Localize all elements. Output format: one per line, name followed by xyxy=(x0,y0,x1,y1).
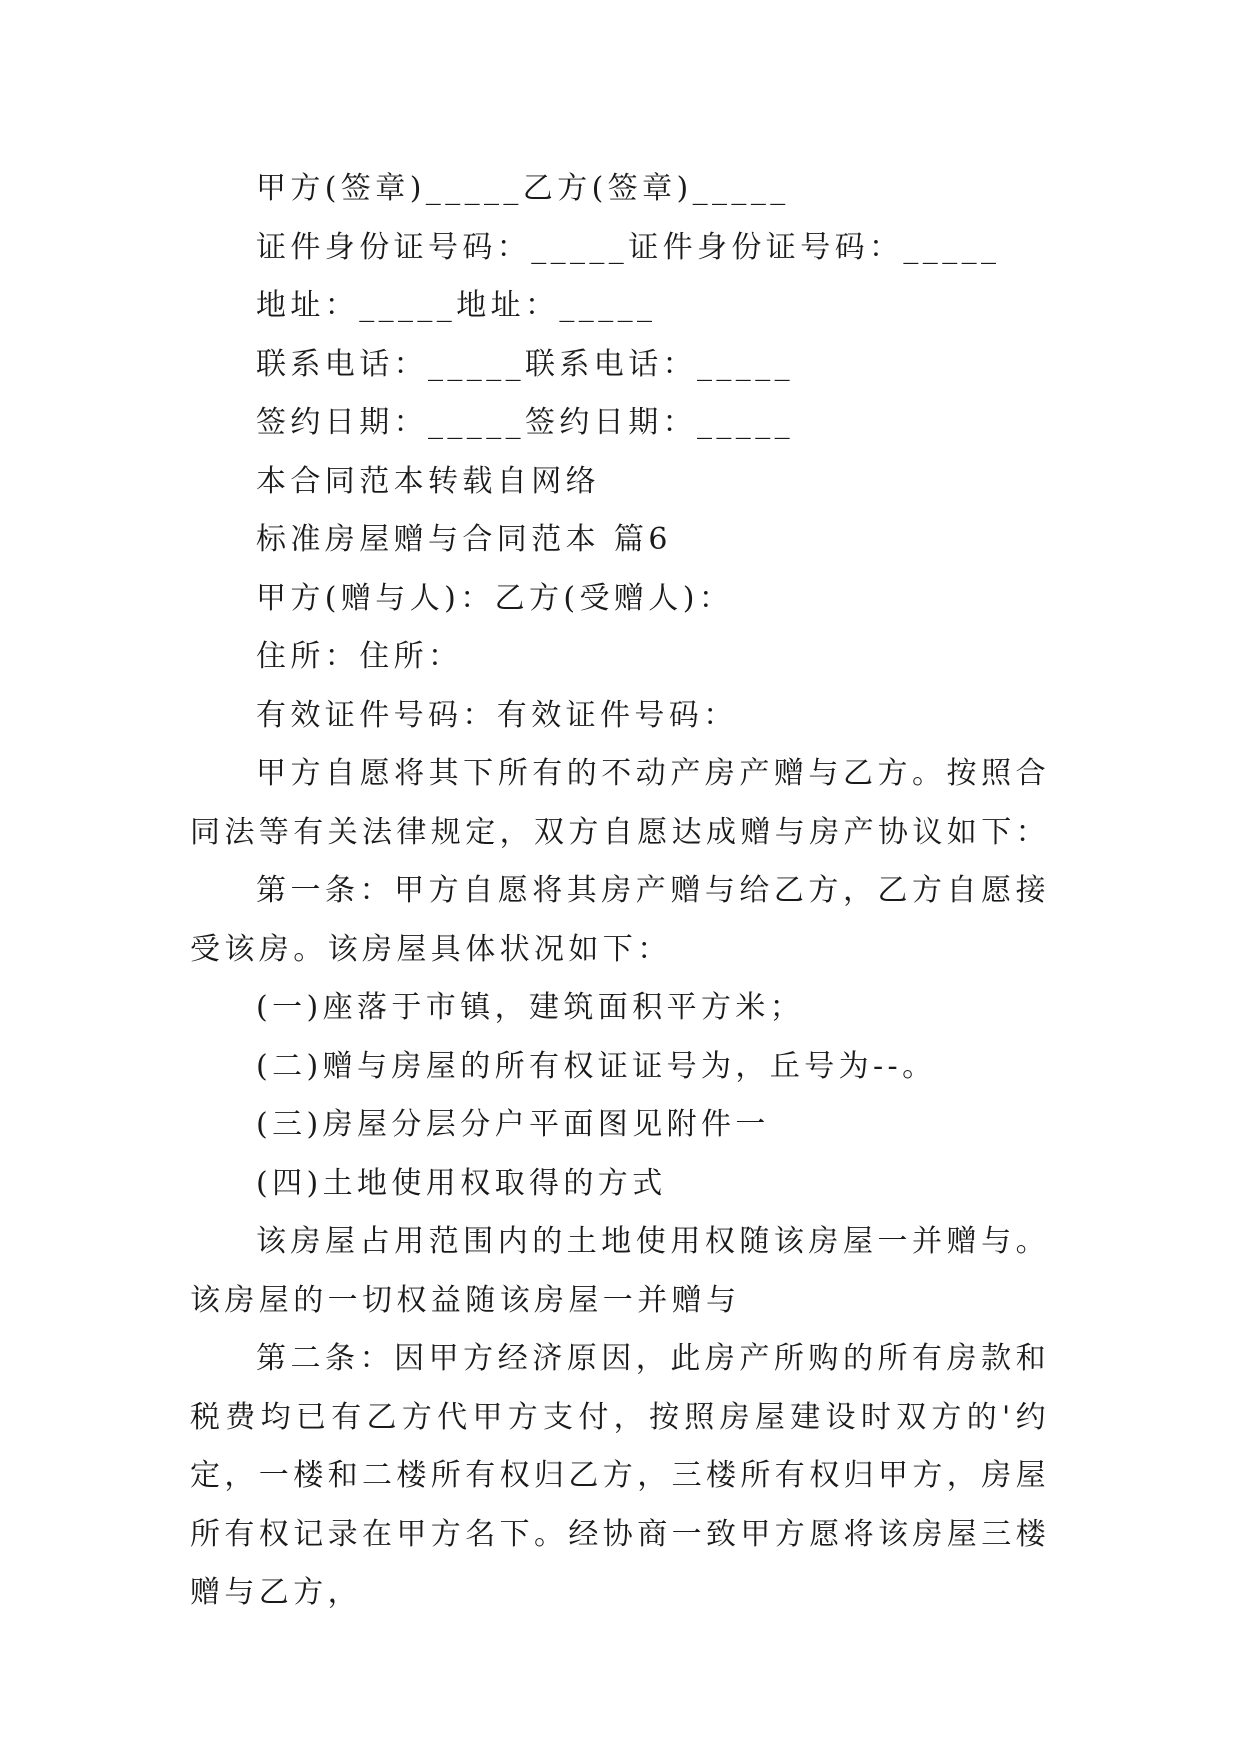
list-item-location: (一)座落于市镇，建筑面积平方米； xyxy=(256,990,805,1025)
paragraph-article-2: 第二条：因甲方经济原因，此房产所购的所有房款和税费均已有乙方代甲方支付，按照房屋建设时双方的'约定，一楼和二楼所有权归乙方，三楼所有权归甲方，房屋所有权记录在甲方名下。经协商一致甲方愿将该房屋三楼赠与乙方， xyxy=(190,1341,1050,1610)
paragraph-land-use-rights: 该房屋占用范围内的土地使用权随该房屋一并赠与。该房屋的一切权益随该房屋一并赠与 xyxy=(190,1224,1050,1318)
party-line-id-number: 有效证件号码：有效证件号码： xyxy=(256,697,738,733)
signature-line-phone: 联系电话：_____联系电话：_____ xyxy=(256,346,794,382)
signature-line-address: 地址：_____地址：_____ xyxy=(256,288,657,323)
signature-line-party-seal: 甲方(签章)_____乙方(签章)_____ xyxy=(256,171,790,206)
list-item-land-use: (四)土地使用权取得的方式 xyxy=(256,1165,667,1201)
list-item-floor-plan: (三)房屋分层分户平面图见附件一 xyxy=(256,1107,770,1142)
party-line-donor-donee: 甲方(赠与人)：乙方(受赠人)： xyxy=(256,580,734,616)
paragraph-intro: 甲方自愿将其下所有的不动产房产赠与乙方。按照合同法等有关法律规定，双方自愿达成赠与房产协议如下： xyxy=(190,756,1050,850)
paragraph-article-1: 第一条：甲方自愿将其房产赠与给乙方，乙方自愿接受该房。该房屋具体状况如下： xyxy=(190,873,1050,967)
document-body xyxy=(190,160,1050,1623)
signature-line-id-number: 证件身份证号码：_____证件身份证号码：_____ xyxy=(256,229,1001,265)
source-note: 本合同范本转载自网络 xyxy=(256,463,600,499)
section-title: 标准房屋赠与合同范本 篇6 xyxy=(256,522,672,557)
party-line-residence: 住所：住所： xyxy=(256,639,463,674)
signature-line-sign-date: 签约日期：_____签约日期：_____ xyxy=(256,405,794,440)
list-item-certificate: (二)赠与房屋的所有权证证号为，丘号为--。 xyxy=(256,1048,937,1084)
